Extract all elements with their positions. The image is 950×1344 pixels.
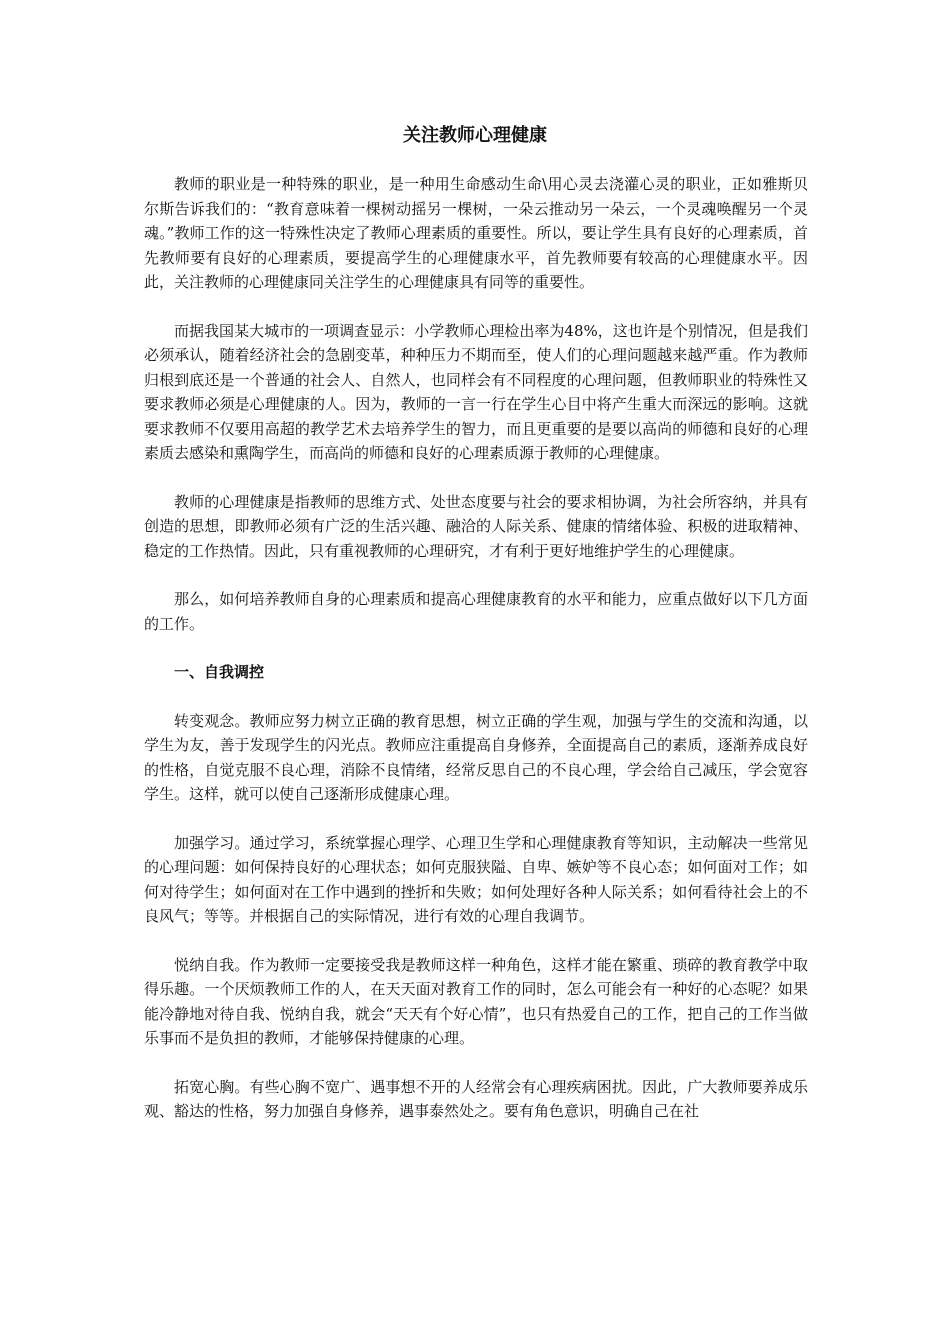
paragraph-3: 教师的心理健康是指教师的思维方式、处世态度要与社会的要求相协调，为社会所容纳，并具有创造的思想，即教师必须有广泛的生活兴趣、融洽的人际关系、健康的情绪体验、积极的进取精神、稳定的工作热情。因此，只有重视教师的心理研究，才有利于更好地维护学生的心理健康。 bbox=[144, 492, 808, 560]
document-body bbox=[144, 172, 808, 1148]
section-heading: 一、自我调控 bbox=[174, 663, 265, 681]
section-paragraph-4: 拓宽心胸。有些心胸不宽广、遇事想不开的人经常会有心理疾病困扰。因此，广大教师要养成乐观、豁达的性格，努力加强自身修养，遇事泰然处之。要有角色意识，明确自己在社 bbox=[144, 1077, 808, 1120]
paragraph-4: 那么，如何培养教师自身的心理素质和提高心理健康教育的水平和能力，应重点做好以下几方面的工作。 bbox=[144, 590, 808, 633]
document-title: 关注教师心理健康 bbox=[403, 125, 547, 146]
section-paragraph-3: 悦纳自我。作为教师一定要接受我是教师这样一种角色，这样才能在繁重、琐碎的教育教学中取得乐趣。一个厌烦教师工作的人，在天天面对教育工作的同时，怎么可能会有一种好的心态呢？如果能冷静地对待自我、悦纳自我，就会“天天有个好心情”，也只有热爱自己的工作，把自己的工作当做乐事而不是负担的教师，才能够保持健康的心理。 bbox=[144, 955, 808, 1047]
section-paragraph-1: 转变观念。教师应努力树立正确的教育思想，树立正确的学生观，加强与学生的交流和沟通，以学生为友，善于发现学生的闪光点。教师应注重提高自身修养，全面提高自己的素质，逐渐养成良好的性格，自觉克服不良心理，消除不良情绪，经常反思自己的不良心理，学会给自己减压，学会宽容学生。这样，就可以使自己逐渐形成健康心理。 bbox=[144, 711, 808, 803]
paragraph-2: 而据我国某大城市的一项调查显示：小学教师心理检出率为48%，这也许是个别情况，但是我们必须承认，随着经济社会的急剧变革，种种压力不期而至，使人们的心理问题越来越严重。作为教师归根到底还是一个普通的社会人、自然人，也同样会有不同程度的心理问题，但教师职业的特殊性又要求教师必须是心理健康的人。因为，教师的一言一行在学生心目中将产生重大而深远的影响。这就要求教师不仅要用高超的教学艺术去培养学生的智力，而且更重要的是要以高尚的师德和良好的心理素质去感染和熏陶学生，而高尚的师德和良好的心理素质源于教师的心理健康。 bbox=[144, 321, 808, 462]
section-paragraph-2: 加强学习。通过学习，系统掌握心理学、心理卫生学和心理健康教育等知识，主动解决一些常见的心理问题：如何保持良好的心理状态；如何克服狭隘、自卑、嫉妒等不良心态；如何面对工作；如何对待学生；如何面对在工作中遇到的挫折和失败；如何处理好各种人际关系；如何看待社会上的不良风气；等等。并根据自己的实际情况，进行有效的心理自我调节。 bbox=[144, 833, 808, 925]
paragraph-1: 教师的职业是一种特殊的职业，是一种用生命感动生命\用心灵去浇灌心灵的职业，正如雅斯贝尔斯告诉我们的：“教育意味着一棵树动摇另一棵树，一朵云推动另一朵云，一个灵魂唤醒另一个灵魂。”教师工作的这一特殊性决定了教师心理素质的重要性。所以，要让学生具有良好的心理素质，首先教师要有良好的心理素质，要提高学生的心理健康水平，首先教师要有较高的心理健康水平。因此，关注教师的心理健康同关注学生的心理健康具有同等的重要性。 bbox=[144, 175, 808, 291]
